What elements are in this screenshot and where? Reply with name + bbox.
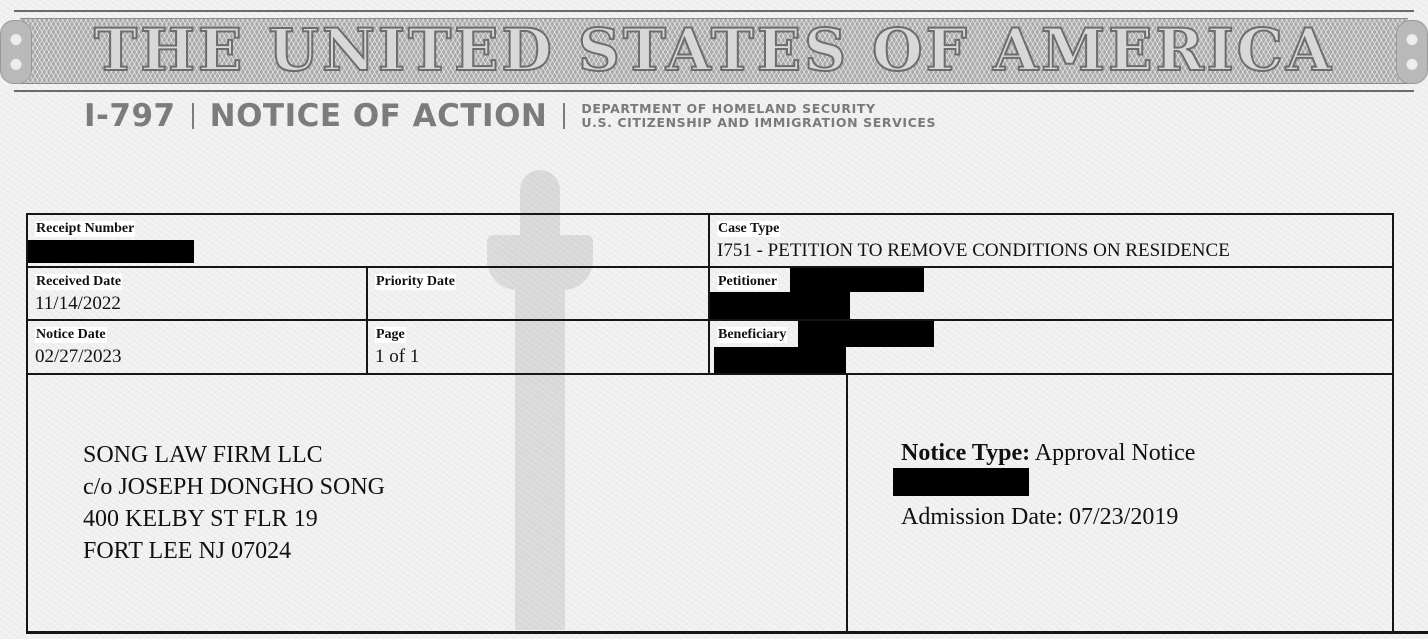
heading-separator	[192, 103, 194, 129]
mailing-address	[83, 439, 385, 567]
agency-line-2: U.S. CITIZENSHIP AND IMMIGRATION SERVICES	[581, 115, 937, 130]
notice-type-line	[901, 437, 1195, 469]
notice-date-value: 02/27/2023	[35, 346, 122, 367]
page-cell	[366, 319, 710, 375]
banner	[0, 6, 1428, 92]
address-line: SONG LAW FIRM LLC	[83, 442, 323, 468]
address-line: c/o JOSEPH DONGHO SONG	[83, 474, 386, 500]
petitioner-label: Petitioner	[718, 274, 778, 289]
beneficiary-cell	[708, 319, 1394, 375]
notice-type-label: Notice Type:	[901, 440, 1031, 466]
beneficiary-redaction-bottom	[714, 347, 846, 375]
received-date-cell	[26, 266, 368, 321]
page-value: 1 of 1	[375, 346, 420, 367]
right-scroll-ornament-icon	[1396, 20, 1428, 84]
receipt-number-redaction	[28, 240, 194, 263]
left-scroll-ornament-icon	[0, 20, 32, 84]
agency-block	[581, 102, 936, 130]
receipt-number-label: Receipt Number	[36, 221, 135, 236]
form-heading	[84, 96, 936, 136]
heading-separator	[563, 103, 565, 129]
beneficiary-label: Beneficiary	[718, 327, 787, 342]
notice-date-label: Notice Date	[36, 327, 106, 342]
banner-title: THE UNITED STATES OF AMERICA	[94, 16, 1334, 84]
notice-date-cell	[26, 319, 368, 375]
notice-type-value: Approval Notice	[1034, 440, 1196, 466]
page-label: Page	[376, 327, 405, 342]
notice-redaction	[893, 468, 1029, 496]
notice-info-box	[846, 373, 1394, 633]
received-date-label: Received Date	[36, 274, 122, 289]
case-type-cell	[708, 213, 1394, 268]
bottom-border-rule	[26, 631, 1428, 634]
case-type-value: I751 - PETITION TO REMOVE CONDITIONS ON RESIDENCE	[717, 240, 1230, 261]
address-line: 400 KELBY ST FLR 19	[83, 506, 318, 532]
notice-form-grid	[26, 213, 1394, 633]
petitioner-redaction-top	[790, 268, 924, 292]
receipt-number-cell	[26, 213, 710, 268]
form-id: I-797	[84, 98, 176, 134]
petitioner-redaction-bottom	[710, 292, 850, 319]
priority-date-cell	[366, 266, 710, 321]
received-date-value: 11/14/2022	[35, 293, 121, 314]
agency-line-1: DEPARTMENT OF HOMELAND SECURITY	[581, 101, 876, 116]
notice-redacted-line	[901, 469, 1195, 501]
petitioner-cell	[708, 266, 1394, 321]
admission-date: Admission Date: 07/23/2019	[901, 504, 1179, 530]
beneficiary-redaction-top	[798, 321, 934, 347]
case-type-label: Case Type	[718, 221, 780, 236]
mailing-address-box	[26, 373, 848, 633]
notice-info	[901, 437, 1195, 533]
priority-date-label: Priority Date	[376, 274, 455, 289]
address-line: FORT LEE NJ 07024	[83, 538, 292, 564]
form-title: NOTICE OF ACTION	[209, 98, 548, 134]
